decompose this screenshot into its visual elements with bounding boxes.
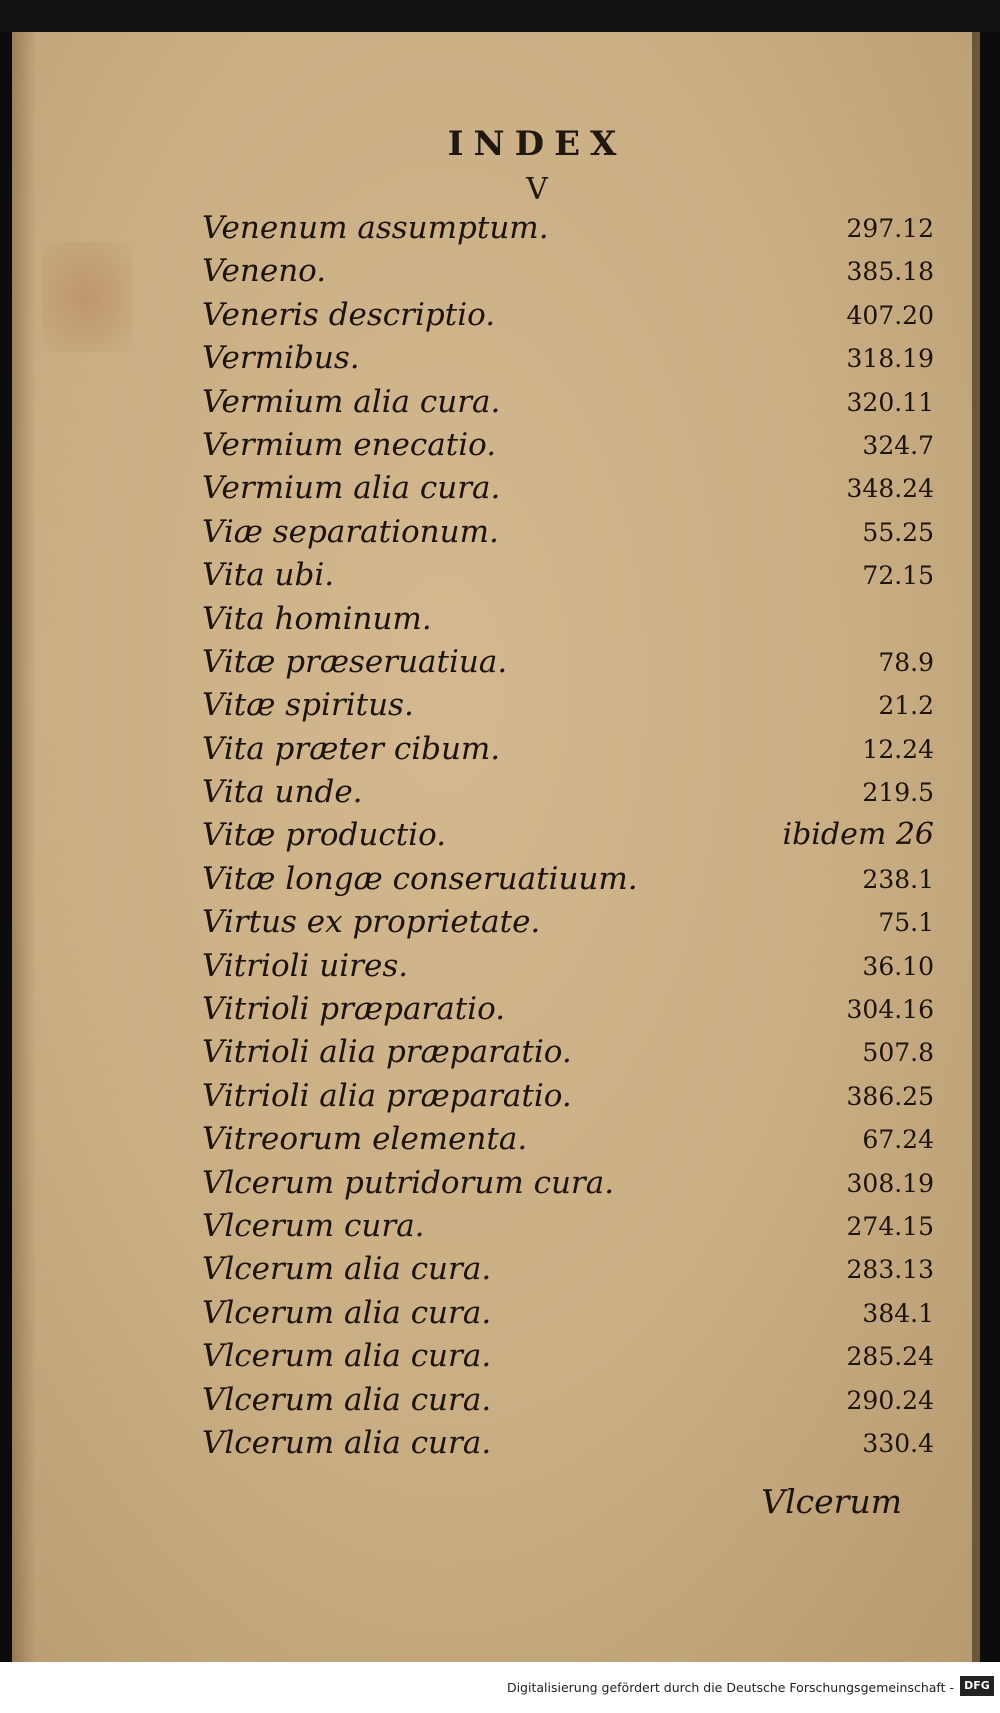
top-border — [0, 0, 1000, 32]
index-entry — [202, 1251, 934, 1294]
entry-ref: 36.10 — [862, 951, 934, 981]
entry-ref: 78.9 — [878, 647, 934, 677]
entry-ref: ibidem 26 — [782, 817, 934, 853]
running-head: INDEX — [447, 124, 627, 164]
entry-term: Viæ separationum. — [202, 513, 499, 550]
index-entry — [202, 1208, 934, 1251]
entry-ref: 219.5 — [862, 778, 934, 808]
index-entry — [202, 340, 934, 383]
index-entry — [202, 1165, 934, 1208]
entry-term: Vlcerum alia cura. — [202, 1251, 492, 1288]
index-entry — [202, 644, 934, 687]
entry-ref: 324.7 — [862, 430, 934, 460]
index-entry — [202, 253, 934, 296]
entry-ref: 330.4 — [862, 1428, 934, 1458]
entry-ref: 320.11 — [846, 387, 934, 417]
digitization-footer — [0, 1662, 1000, 1713]
entry-ref: 348.24 — [846, 474, 934, 504]
index-entry — [202, 774, 934, 817]
entry-ref: 297.12 — [846, 214, 934, 243]
index-entry — [202, 904, 934, 947]
entry-term: Veneno. — [202, 253, 327, 290]
dfg-logo: DFG — [960, 1676, 994, 1696]
entry-term: Vitrioli uires. — [202, 947, 409, 984]
entry-ref: 72.15 — [862, 561, 934, 591]
funding-credit: Digitalisierung gefördert durch die Deutsche Forschungsgemeinschaft - — [506, 1680, 954, 1695]
entry-term: Vlcerum alia cura. — [202, 1381, 492, 1418]
entry-term: Vitreorum elementa. — [202, 1121, 528, 1158]
entry-term: Vitrioli alia præparatio. — [202, 1034, 572, 1071]
entry-term: Vitæ præseruatiua. — [202, 643, 508, 680]
entry-term: Vermium alia cura. — [202, 470, 501, 507]
index-entry — [202, 384, 934, 427]
entry-ref: 507.8 — [862, 1038, 934, 1068]
entry-ref: 385.18 — [846, 257, 934, 287]
entry-ref: 238.1 — [862, 864, 934, 894]
index-entry — [202, 210, 934, 253]
entry-term: Vitæ longæ conseruatiuum. — [202, 860, 638, 897]
entry-term: Vlcerum alia cura. — [202, 1294, 492, 1331]
entry-ref: 285.24 — [846, 1342, 934, 1372]
index-entry — [202, 1295, 934, 1338]
entry-ref: 318.19 — [846, 344, 934, 374]
index-entry — [202, 514, 934, 557]
index-entry — [202, 470, 934, 513]
catchword: Vlcerum — [761, 1482, 902, 1521]
entry-ref: 308.19 — [846, 1168, 934, 1198]
entry-term: Vlcerum alia cura. — [202, 1338, 492, 1375]
book-page — [12, 32, 980, 1662]
index-entry — [202, 1338, 934, 1381]
entry-term: Vita unde. — [202, 774, 363, 811]
entry-term: Vitæ productio. — [202, 817, 447, 854]
entry-term: Vita hominum. — [202, 600, 432, 637]
index-entry — [202, 557, 934, 600]
entry-term: Vermibus. — [202, 340, 360, 377]
index-entry — [202, 1382, 934, 1425]
entry-term: Vita ubi. — [202, 557, 335, 594]
entry-term: Vermium alia cura. — [202, 383, 501, 420]
paper-stain — [42, 242, 132, 352]
entry-ref: 304.16 — [846, 995, 934, 1025]
index-entry — [202, 861, 934, 904]
index-entry — [202, 1121, 934, 1164]
entry-ref: 75.1 — [878, 908, 934, 938]
index-entry — [202, 948, 934, 991]
index-entry — [202, 297, 934, 340]
entry-term: Vitæ spiritus. — [202, 687, 414, 724]
entry-term: Venenum assumptum. — [202, 210, 549, 246]
index-entry — [202, 731, 934, 774]
index-entry — [202, 427, 934, 470]
index-entry — [202, 601, 934, 644]
entry-ref: 12.24 — [862, 734, 934, 764]
entry-ref: 274.15 — [846, 1211, 934, 1241]
entry-term: Vlcerum cura. — [202, 1207, 425, 1244]
index-entry — [202, 687, 934, 730]
entry-term: Veneris descriptio. — [202, 296, 496, 333]
gutter-shadow — [12, 32, 36, 1662]
entry-ref: 384.1 — [862, 1298, 934, 1328]
entry-ref: 386.25 — [846, 1081, 934, 1111]
entry-ref: 290.24 — [846, 1385, 934, 1415]
index-entries — [202, 210, 934, 1468]
entry-ref: 67.24 — [862, 1125, 934, 1155]
entry-ref: 283.13 — [846, 1255, 934, 1285]
index-entry — [202, 991, 934, 1034]
entry-ref: 55.25 — [862, 517, 934, 547]
entry-term: Vitrioli alia præparatio. — [202, 1077, 572, 1114]
entry-term: Vlcerum alia cura. — [202, 1424, 492, 1461]
index-entry — [202, 1034, 934, 1077]
entry-term: Vita præter cibum. — [202, 730, 501, 767]
entry-ref: 21.2 — [878, 691, 934, 721]
entry-term: Vlcerum putridorum cura. — [202, 1164, 615, 1201]
index-entry — [202, 1078, 934, 1121]
entry-term: Vitrioli præparatio. — [202, 991, 506, 1028]
index-entry — [202, 817, 934, 860]
section-letter: V — [526, 172, 548, 207]
entry-ref: 407.20 — [846, 300, 934, 330]
entry-term: Vermium enecatio. — [202, 426, 497, 463]
index-entry — [202, 1425, 934, 1468]
entry-term: Virtus ex proprietate. — [202, 904, 541, 941]
